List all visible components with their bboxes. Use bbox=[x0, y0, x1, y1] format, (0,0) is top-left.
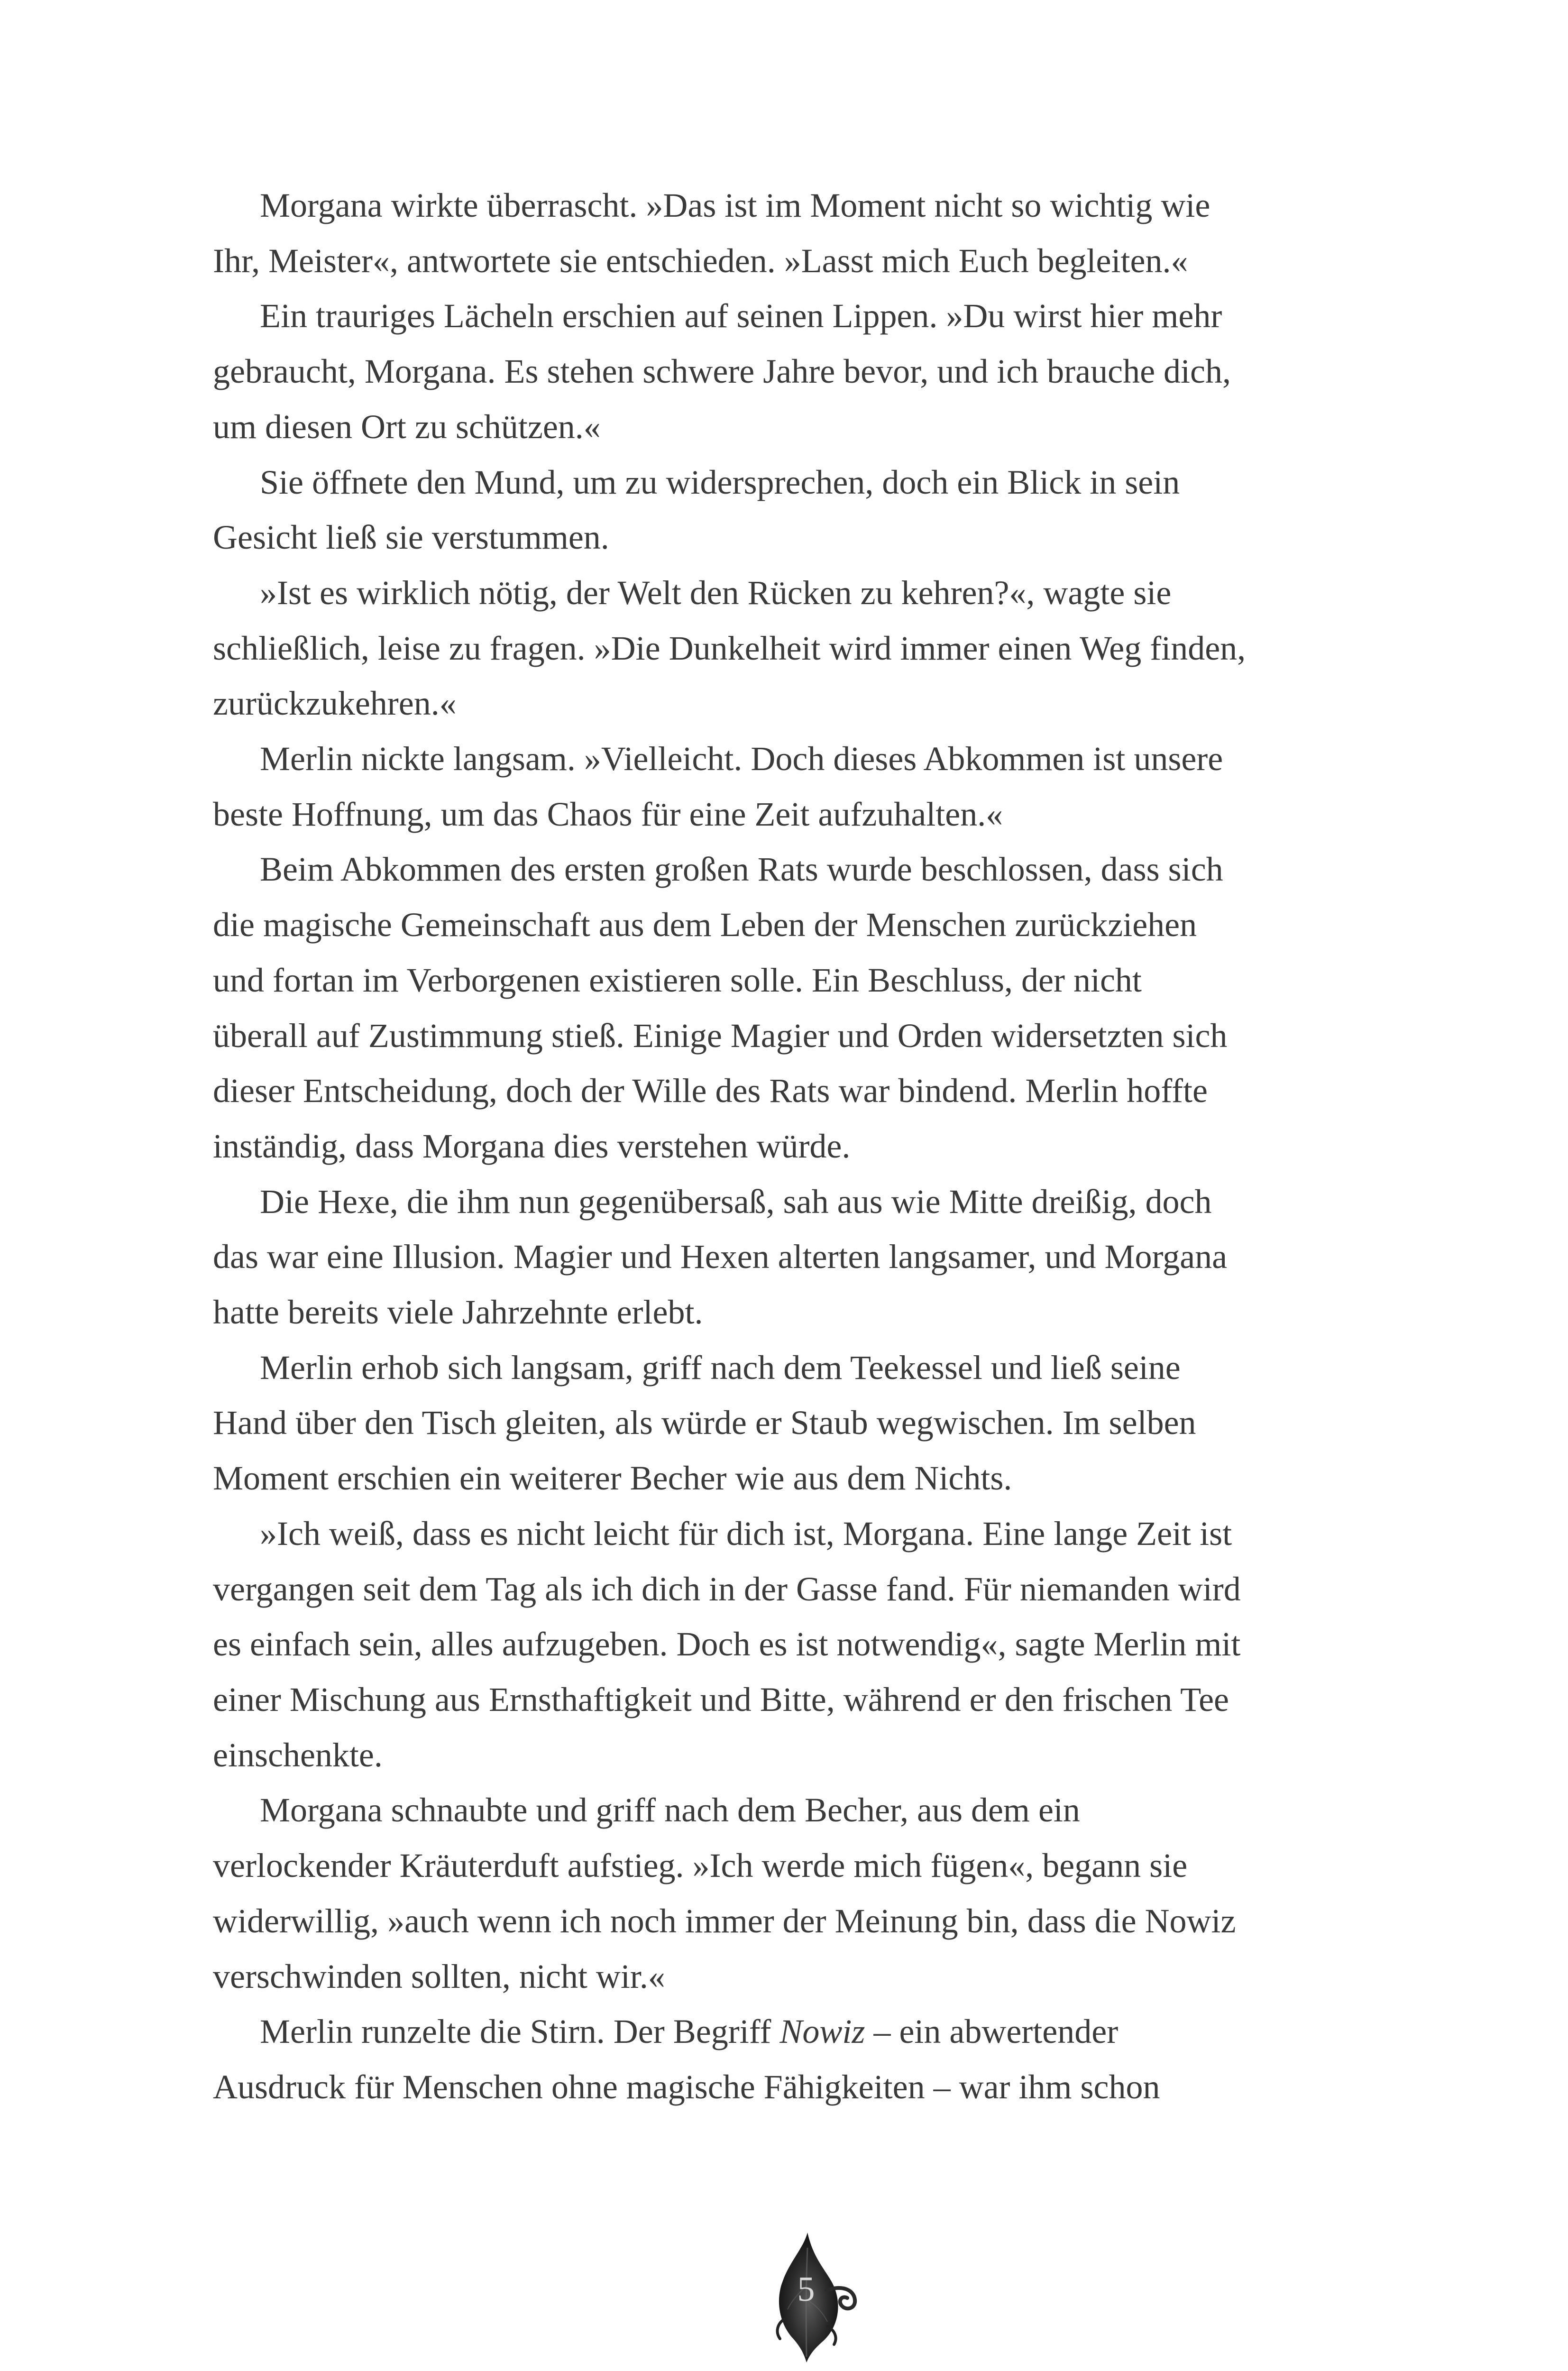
paragraph bbox=[213, 731, 1322, 842]
paragraph bbox=[213, 1783, 1322, 2004]
text-line: das war eine Illusion. Magier und Hexen alterten langsamer, und Morgana bbox=[213, 1238, 1228, 1276]
paragraph bbox=[213, 842, 1322, 1174]
text-line: schließlich, leise zu fragen. »Die Dunkelheit wird immer einen Weg finden, bbox=[213, 629, 1246, 667]
text-line: hatte bereits viele Jahrzehnte erlebt. bbox=[213, 1293, 703, 1332]
text-line: Morgana schnaubte und griff nach dem Becher, aus dem ein bbox=[260, 1791, 1080, 1829]
paragraph bbox=[213, 1174, 1322, 1340]
paragraph bbox=[213, 1340, 1322, 1506]
text-line bbox=[260, 2004, 1322, 2059]
text-line: Merlin nickte langsam. »Vielleicht. Doch dieses Abkommen ist unsere bbox=[260, 740, 1223, 778]
text-line: Ausdruck für Menschen ohne magische Fähigkeiten – war ihm schon bbox=[213, 2068, 1160, 2106]
text-line: inständig, dass Morgana dies verstehen würde. bbox=[213, 1127, 851, 1165]
text-line: Gesicht ließ sie verstummen. bbox=[213, 518, 609, 557]
text-line: die magische Gemeinschaft aus dem Leben der Menschen zurückziehen bbox=[213, 906, 1197, 944]
paragraph bbox=[213, 178, 1322, 288]
text-line: »Ist es wirklich nötig, der Welt den Rücken zu kehren?«, wagte sie bbox=[260, 573, 1172, 612]
text-line: und fortan im Verborgenen existieren solle. Ein Beschluss, der nicht bbox=[213, 961, 1142, 999]
text-line: Die Hexe, die ihm nun gegenübersaß, sah aus wie Mitte dreißig, doch bbox=[260, 1182, 1212, 1221]
text-line: verschwinden sollten, nicht wir.« bbox=[213, 1957, 665, 1995]
text-line: einschenkte. bbox=[213, 1736, 383, 1774]
text-line: Hand über den Tisch gleiten, als würde er Staub wegwischen. Im selben bbox=[213, 1404, 1196, 1442]
text-line: überall auf Zustimmung stieß. Einige Magier und Orden widersetzten sich bbox=[213, 1016, 1228, 1055]
text-line: zurückzukehren.« bbox=[213, 684, 457, 723]
text-line: verlockender Kräuterduft aufstieg. »Ich werde mich fügen«, begann sie bbox=[213, 1847, 1188, 1885]
text-line: vergangen seit dem Tag als ich dich in der Gasse fand. Für niemanden wird bbox=[213, 1570, 1241, 1608]
text-run: – ein abwertender bbox=[865, 2013, 1119, 2051]
text-line: es einfach sein, alles aufzugeben. Doch es ist notwendig«, sagte Merlin mit bbox=[213, 1625, 1241, 1663]
text-line: »Ich weiß, dass es nicht leicht für dich ist, Morgana. Eine lange Zeit ist bbox=[260, 1514, 1232, 1553]
text-line: einer Mischung aus Ernsthaftigkeit und Bitte, während er den frischen Tee bbox=[213, 1680, 1229, 1719]
text-line: Moment erschien ein weiterer Becher wie aus dem Nichts. bbox=[213, 1459, 1012, 1498]
text-line: Merlin erhob sich langsam, griff nach dem Teekessel und ließ seine bbox=[260, 1348, 1181, 1387]
paragraph bbox=[213, 288, 1322, 454]
text-run: Merlin runzelte die Stirn. Der Begriff bbox=[260, 2013, 780, 2051]
text-line: beste Hoffnung, um das Chaos für eine Zeit aufzuhalten.« bbox=[213, 795, 1003, 833]
paragraph bbox=[213, 455, 1322, 565]
page-folio bbox=[770, 2229, 870, 2371]
emphasized-term: Nowiz bbox=[779, 2013, 865, 2051]
text-line: um diesen Ort zu schützen.« bbox=[213, 407, 601, 446]
paragraph bbox=[213, 565, 1322, 731]
body-text bbox=[213, 178, 1322, 2115]
paragraph bbox=[213, 1506, 1322, 1783]
text-line: dieser Entscheidung, doch der Wille des Rats war bindend. Merlin hoffte bbox=[213, 1072, 1208, 1110]
text-line: Beim Abkommen des ersten großen Rats wurde beschlossen, dass sich bbox=[260, 850, 1223, 889]
text-line: Sie öffnete den Mund, um zu widersprechen, doch ein Blick in sein bbox=[260, 463, 1180, 501]
text-line: Ein trauriges Lächeln erschien auf seinen Lippen. »Du wirst hier mehr bbox=[260, 297, 1222, 335]
page-number: 5 bbox=[797, 2270, 815, 2309]
paragraph-last bbox=[213, 2004, 1322, 2114]
text-line: Morgana wirkte überrascht. »Das ist im Moment nicht so wichtig wie bbox=[260, 186, 1210, 224]
text-line: Ihr, Meister«, antwortete sie entschieden. »Lasst mich Euch begleiten.« bbox=[213, 241, 1188, 280]
text-line: widerwillig, »auch wenn ich noch immer der Meinung bin, dass die Nowiz bbox=[213, 1902, 1236, 1940]
text-line: gebraucht, Morgana. Es stehen schwere Jahre bevor, und ich brauche dich, bbox=[213, 352, 1231, 391]
